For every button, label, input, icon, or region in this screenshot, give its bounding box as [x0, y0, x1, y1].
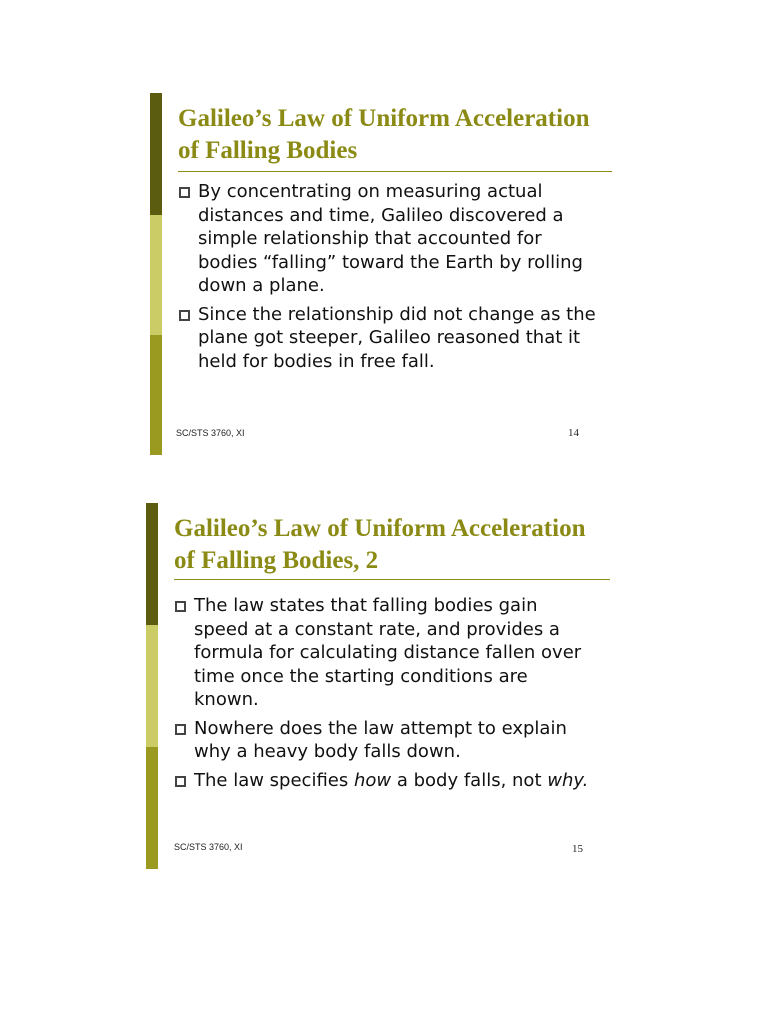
title-underline [174, 579, 610, 580]
bullet-emphasis-how: how [353, 769, 392, 791]
footer-course: SC/STS 3760, XI [174, 842, 243, 852]
slide-title-line-1: Galileo’s Law of Uniform Acceleration [174, 515, 586, 542]
bullet-emphasis-why: why. [547, 769, 589, 791]
bullet-item [178, 180, 598, 298]
slide-title-line-2: of Falling Bodies, 2 [174, 547, 379, 574]
square-bullet-icon [175, 724, 186, 735]
title-underline [178, 171, 612, 172]
square-bullet-icon [175, 601, 186, 612]
page-number: 15 [572, 843, 583, 855]
bullet-item [174, 594, 594, 712]
slide-title [174, 513, 586, 577]
footer-course: SC/STS 3760, XI [176, 428, 245, 438]
bullet-text-pre: The law specifies [194, 769, 354, 791]
square-bullet-icon [175, 776, 186, 787]
page-number: 14 [568, 427, 579, 439]
bullet-text: Since the relationship did not change as the plane got steeper, Galileo reasoned that it held for bodies in free fall. [198, 303, 596, 372]
slide-15 [146, 503, 608, 869]
square-bullet-icon [179, 187, 190, 198]
bullet-text: By concentrating on measuring actual distances and time, Galileo discovered a simple relationship that accounted for bodies “falling” toward the Earth by rolling down a plane. [198, 181, 583, 296]
bullet-item [174, 769, 594, 793]
bullet-item [174, 717, 594, 764]
slide-14 [150, 93, 612, 455]
bullet-list [178, 180, 598, 378]
slide-title [178, 103, 590, 167]
slide-title-line-2: of Falling Bodies [178, 137, 358, 164]
square-bullet-icon [179, 310, 190, 321]
slide-title-line-1: Galileo’s Law of Uniform Acceleration [178, 105, 590, 132]
accent-bar [150, 93, 162, 455]
accent-bar [146, 503, 158, 869]
bullet-text: The law states that falling bodies gain speed at a constant rate, and provides a formula for calculating distance fallen over time once the starting conditions are known. [194, 595, 582, 710]
bullet-item [178, 303, 598, 374]
bullet-text-mid: a body falls, not [391, 769, 548, 791]
bullet-text: Nowhere does the law attempt to explain why a heavy body falls down. [194, 717, 567, 762]
bullet-list [174, 594, 594, 797]
